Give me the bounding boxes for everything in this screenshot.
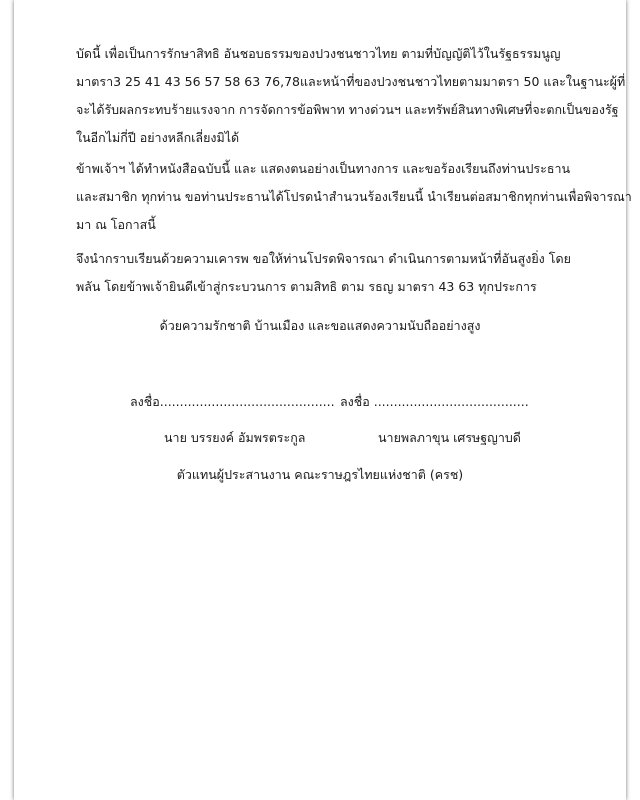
signer-name-left: นาย บรรยงค์ อัมพรตระกูล bbox=[164, 430, 306, 445]
paragraph-rights bbox=[76, 40, 625, 152]
paragraph-request bbox=[76, 245, 571, 301]
paragraph-line: ข้าพเจ้าฯ ได้ทำหนังสือฉบับนี้ และ แสดงตนอย่างเป็นทางการ และขอร้องเรียนถึงท่านประธาน bbox=[76, 161, 571, 176]
paragraph-line: และสมาชิก ทุกท่าน ขอท่านประธานได้โปรดนำสำนวนร้องเรียนนี้ นำเรียนต่อสมาชิกทุกท่านเพื่อพิจารณา bbox=[76, 189, 632, 204]
paragraph-line: บัดนี้ เพื่อเป็นการรักษาสิทธิ อันชอบธรรมของปวงชนชาวไทย ตามที่บัญญัติไว้ในรัฐธรรมนูญ bbox=[76, 46, 561, 61]
paragraph-line: มา ณ โอกาสนี้ bbox=[76, 217, 156, 232]
representative-title: ตัวแทนผู้ประสานงาน คณะราษฎรไทยแห่งชาติ (ครช) bbox=[176, 467, 464, 482]
signature-line-left: ลงชื่อ............................................ bbox=[130, 394, 335, 409]
closing-statement: ด้วยความรักชาติ บ้านเมือง และขอแสดงความนับถืออย่างสูง bbox=[159, 318, 481, 333]
document-page bbox=[14, 0, 632, 800]
paragraph-line: พลัน โดยข้าพเจ้ายินดีเข้าสู่กระบวนการ ตามสิทธิ ตาม รธญ มาตรา 43 63 ทุกประการ bbox=[76, 279, 537, 294]
paragraph-line: จึงนำกราบเรียนด้วยความเคารพ ขอให้ท่านโปรดพิจารณา ดำเนินการตามหน้าที่อันสูงยิ่ง โดย bbox=[76, 251, 571, 266]
paragraph-petition bbox=[76, 155, 632, 239]
signature-line-right: ลงชื่อ ....................................... bbox=[340, 394, 529, 409]
signer-name-right: นายพลภาขุน เศรษฐญาบดี bbox=[378, 430, 521, 445]
paragraph-line: ในอีกไม่กี่ปี อย่างหลีกเลี่ยงมิได้ bbox=[76, 130, 240, 145]
paragraph-line: จะได้รับผลกระทบร้ายแรงจาก การจัดการข้อพิพาท ทางด่วนฯ และทรัพย์สินทางพิเศษที่จะตกเป็นของรัฐ bbox=[76, 102, 619, 117]
paragraph-line: มาตรา3 25 41 43 56 57 58 63 76,78และหน้าที่ของปวงชนชาวไทยตามมาตรา 50 และในฐานะผู้ที่ bbox=[76, 74, 626, 89]
